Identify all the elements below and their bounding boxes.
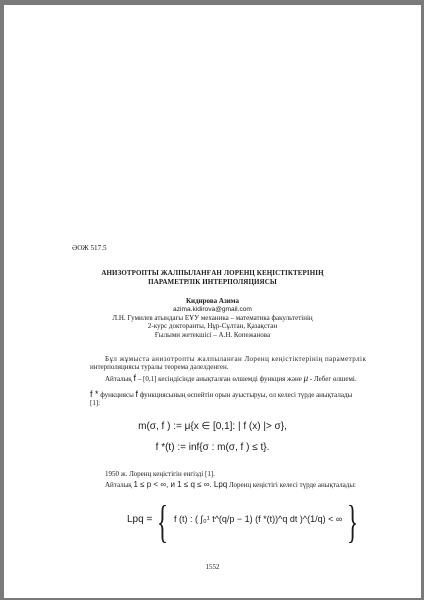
author-affiliation: Л.Н. Гумилев атындағы ЕҰУ механика – математика факультетінің bbox=[112, 314, 313, 322]
right-brace-icon: } bbox=[347, 496, 359, 547]
paragraph-text: - Лебег өлшемі. bbox=[308, 375, 357, 383]
paragraph-rearrangement bbox=[90, 389, 352, 399]
formula-lorentz-lhs: Lpq = bbox=[127, 514, 153, 525]
title-line-1: АНИЗОТРОПТЫ ЖАЛПЫЛАНҒАН ЛОРЕНЦ КЕҢІСТІКТЕРІНІҢ bbox=[101, 269, 324, 277]
formula-distribution-function: m(σ, f ) := μ{x ∈ [0,1]: | f (x) |> σ}, bbox=[138, 421, 287, 432]
paragraph-text: Лоренц кеңістігі келесі түрде анықталады: bbox=[227, 481, 356, 489]
paragraph-definition-f bbox=[105, 373, 357, 383]
author-email: azima.kidirova@gmail.com bbox=[173, 306, 252, 313]
paragraph-text: Айталық bbox=[105, 375, 132, 383]
author-name: Кидирова Азима bbox=[185, 297, 240, 305]
math-symbol-fstar: f * bbox=[90, 389, 99, 399]
document-page bbox=[4, 5, 421, 598]
math-symbol-f: f bbox=[133, 373, 136, 383]
math-symbol-lpq: Lpq bbox=[211, 480, 228, 489]
paragraph-text: – [0,1] кесіндісінде анықталған өлшемді функция және bbox=[135, 375, 302, 383]
paragraph-text: Айталық bbox=[105, 481, 134, 489]
paragraph-text: функциясы bbox=[98, 391, 134, 399]
paragraph-lorentz-intro: 1950 ж. Лоренц кеңістігін енгізді [1]. bbox=[105, 470, 215, 478]
paragraph-text: функциясының өспейтін орын ауыстыруы, ол келесі түрде анықталады bbox=[138, 391, 353, 399]
scientific-advisor: Ғылыми жетекшісі – А.Н. Копежанова bbox=[154, 331, 271, 339]
author-status: 2-курс докторанты, Нұр-Сұлтан, Қазақстан bbox=[147, 322, 278, 330]
formula-lorentz-body: f (t) : ( ∫₀¹ t^(q/p − 1) (f *(t))^q dt )^(1/q) < ∞ bbox=[174, 514, 343, 524]
citation-ref: [1]: bbox=[90, 399, 101, 407]
abstract-line-2: интерполяциясы туралы теорема дәлелденген. bbox=[90, 363, 229, 371]
math-symbol-f: f bbox=[135, 389, 139, 399]
paragraph-lorentz-definition bbox=[105, 480, 356, 489]
page-number: 1552 bbox=[205, 563, 220, 571]
abstract-line-1: Бұл жұмыста анизотропты жалпыланған Лоренц кеңістіктерінің параметрлік bbox=[105, 355, 367, 363]
math-symbol-mu: μ bbox=[303, 373, 309, 383]
title-line-2: ПАРАМЕТРЛІК ИНТЕРПОЛЯЦИЯСЫ bbox=[148, 278, 277, 286]
left-brace-icon: { bbox=[157, 496, 169, 547]
formula-decreasing-rearrangement: f *(t) := inf{σ : m(σ, f ) ≤ t}. bbox=[155, 442, 270, 453]
math-condition: 1 ≤ p < ∞, и 1 ≤ q ≤ ∞. bbox=[133, 480, 212, 489]
udc-code: ӘОЖ 517.5 bbox=[72, 244, 107, 252]
